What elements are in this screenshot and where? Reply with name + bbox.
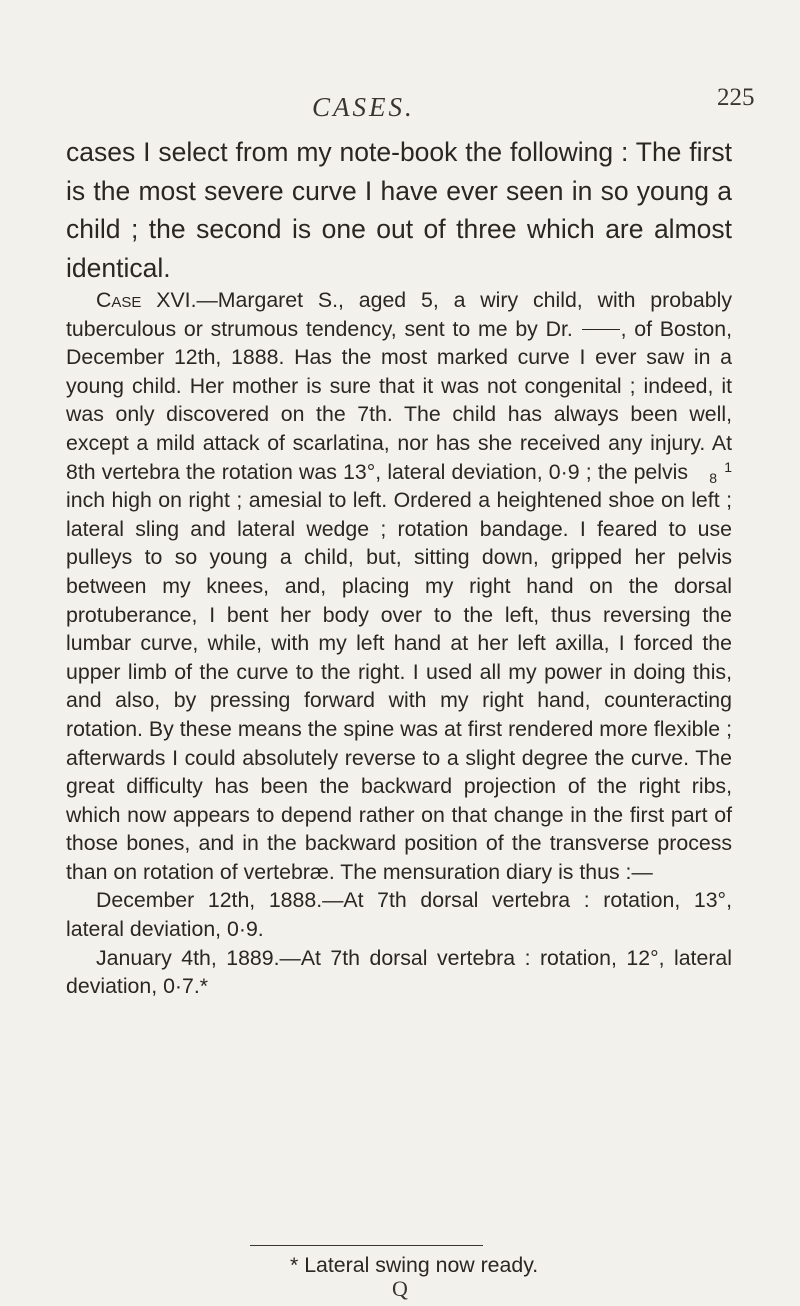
redacted-name-dash [582, 329, 620, 330]
page-number: 225 [717, 84, 755, 111]
fraction-denominator: 8 [709, 469, 717, 486]
case-text-part-3: inch high on right ; amesial to left. Ordered a heightened shoe on left ; lateral sling and lateral wedge ; rotation bandage. I feared to use pulleys to so young a child, but, sitting down, gripped her pelvis between my knees, and, placing my right hand on the dorsal protuberance, I bent her body over to the left, thus reversing the lumbar curve, while, with my left hand at her left axilla, I forced the upper limb of the curve to the right. I used all my power in doing this, and also, by pressing forward with my right hand, counteracting rotation. By these means the spine was at first rendered more flexible ; afterwards I could absolutely reverse to a slight degree the curve. The great difficulty has been the backward projection of the right ribs, which now appears to depend rather on that change in the first part of those bones, and in the backward position of the transverse process than on rotation of vertebræ. The mensuration diary is thus :— [66, 488, 732, 884]
diary-entry: January 4th, 1889.—At 7th dorsal vertebra : rotation, 12°, lateral deviation, 0·7.* [66, 945, 732, 999]
case-heading: Case XVI. [96, 288, 197, 312]
case-text-part-2: , of Boston, December 12th, 1888. Has the most marked curve I ever saw in a young child. Her mother is sure that it was not congenital ; indeed, it was only discovered on the 7th. The child has always been well, except a mild attack of scarlatina, nor has she received any injury. At 8th vertebra the rotation was 13°, lateral deviation, 0·9 ; the pelvis [66, 316, 732, 484]
case-text [66, 286, 732, 1001]
footnote-rule [250, 1245, 483, 1246]
footnote: * Lateral swing now ready. [290, 1253, 539, 1277]
signature-mark: Q [392, 1276, 408, 1301]
fraction-numerator: 1 [724, 458, 732, 475]
case-text-part-1: —Margaret S., aged 5, a wiry child, with probably tuberculous or strumous tendency, sent to me by Dr. [66, 288, 732, 341]
intro-paragraph: cases I select from my note-book the following : The first is the most severe curve I have ever seen in so young a child ; the second is one out of three which are almost identical. [66, 137, 732, 283]
case-paragraph [66, 286, 732, 886]
diary-entry: December 12th, 1888.—At 7th dorsal vertebra : rotation, 13°, lateral deviation, 0·9. [66, 888, 732, 942]
fraction [694, 458, 732, 486]
running-title: CASES. [312, 92, 415, 122]
running-head [0, 84, 800, 132]
